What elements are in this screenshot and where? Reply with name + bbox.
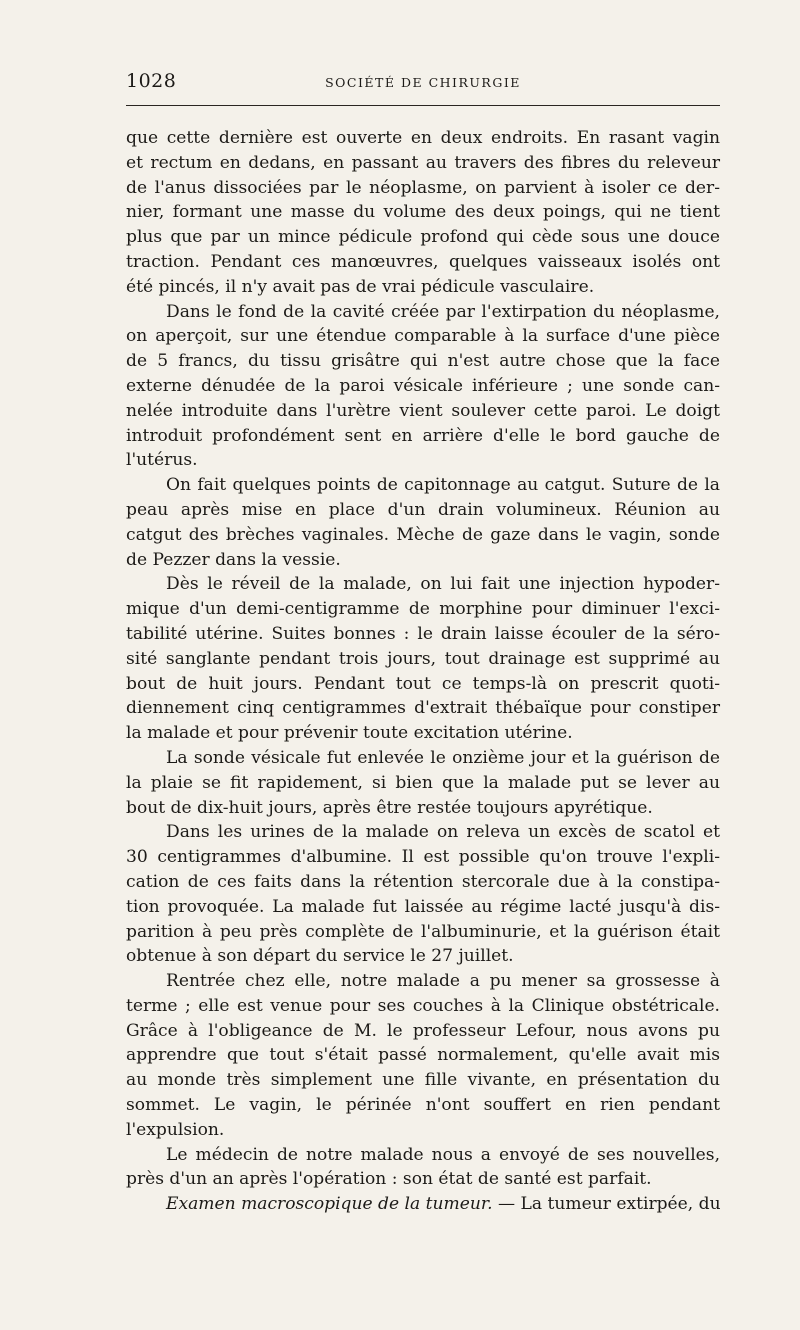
text-line: Grâce à l'obligeance de M. le professeur Lefour, nous avons pu (126, 1020, 720, 1041)
text-line: externe dénudée de la paroi vésicale inférieure ; une sonde can- (126, 375, 720, 396)
text-line: la plaie se fit rapidement, si bien que la malade put se lever au (126, 772, 720, 793)
text-line: l'utérus. (126, 450, 198, 471)
text-line: près d'un an après l'opération : son état de santé est parfait. (126, 1169, 652, 1190)
text-line: catgut des brèches vaginales. Mèche de gaze dans le vagin, sonde (126, 524, 720, 545)
header-rule (126, 105, 720, 106)
text-line: Dès le réveil de la malade, on lui fait une injection hypoder- (166, 574, 720, 595)
text-line: Le médecin de notre malade nous a envoyé de ses nouvelles, (166, 1144, 720, 1165)
paragraph (126, 746, 720, 820)
paragraph (126, 473, 720, 572)
section-heading-italic: Examen macroscopique de la tumeur. (166, 1194, 493, 1215)
text-line: de l'anus dissociées par le néoplasme, on parvient à isoler ce der- (126, 177, 720, 198)
text-line: la malade et pour prévenir toute excitation utérine. (126, 723, 573, 744)
text-line: nier, formant une masse du volume des deux poings, qui ne tient (126, 202, 720, 223)
text-line: Dans le fond de la cavité créée par l'extirpation du néoplasme, (166, 301, 720, 322)
text-line: apprendre que tout s'était passé normalement, qu'elle avait mis (126, 1045, 720, 1066)
text-line: terme ; elle est venue pour ses couches à la Clinique obstétricale. (126, 995, 720, 1016)
text-line: au monde très simplement une fille vivante, en présentation du (126, 1070, 720, 1091)
final-text-line (126, 1192, 720, 1217)
text-line: tion provoquée. La malade fut laissée au régime lacté jusqu'à dis- (126, 896, 720, 917)
paragraph (126, 969, 720, 1143)
text-line: et rectum en dedans, en passant au travers des fibres du releveur (126, 152, 720, 173)
paragraph (126, 1192, 720, 1217)
text-line: La sonde vésicale fut enlevée le onzième jour et la guérison de (166, 747, 720, 768)
text-line: obtenue à son départ du service le 27 juillet. (126, 946, 514, 967)
final-line-rest: — La tumeur extirpée, du (492, 1194, 721, 1215)
text-line: de 5 francs, du tissu grisâtre qui n'est autre chose que la face (126, 351, 720, 372)
text-line: été pincés, il n'y avait pas de vrai pédicule vasculaire. (126, 276, 595, 297)
text-line: sommet. Le vagin, le périnée n'ont souffert en rien pendant (126, 1095, 720, 1116)
paragraph (126, 126, 720, 300)
text-line: nelée introduite dans l'urètre vient soulever cette paroi. Le doigt (126, 400, 720, 421)
paragraph (126, 300, 720, 474)
text-line: plus que par un mince pédicule profond qui cède sous une douce (126, 227, 720, 248)
text-line: que cette dernière est ouverte en deux endroits. En rasant vagin (126, 128, 720, 148)
text-line: mique d'un demi-centigramme de morphine pour diminuer l'exci- (126, 599, 720, 620)
text-line: l'expulsion. (126, 1119, 225, 1140)
text-line: de Pezzer dans la vessie. (126, 549, 341, 570)
paragraph (126, 1143, 720, 1193)
text-line: introduit profondément sent en arrière d'elle le bord gauche de (126, 425, 720, 446)
text-line: On fait quelques points de capitonnage au catgut. Suture de la (166, 475, 720, 496)
page-header (126, 70, 720, 96)
text-line: sité sanglante pendant trois jours, tout drainage est supprimé au (126, 648, 720, 669)
page-number: 1028 (126, 70, 177, 92)
text-line: tabilité utérine. Suites bonnes : le drain laisse écouler de la séro- (126, 623, 720, 644)
text-line: bout de huit jours. Pendant tout ce temps-là on prescrit quoti- (126, 673, 720, 694)
text-line: traction. Pendant ces manœuvres, quelques vaisseaux isolés ont (126, 251, 720, 272)
running-title: SOCIÉTÉ DE CHIRURGIE (325, 75, 521, 90)
text-line: bout de dix-huit jours, après être restée toujours apyrétique. (126, 797, 653, 818)
paragraph (126, 820, 720, 969)
text-line: on aperçoit, sur une étendue comparable à la surface d'une pièce (126, 326, 720, 347)
paragraph (126, 572, 720, 746)
text-line: 30 centigrammes d'albumine. Il est possible qu'on trouve l'expli- (126, 847, 720, 868)
text-line: cation de ces faits dans la rétention stercorale due à la constipa- (126, 871, 720, 892)
text-line: parition à peu près complète de l'albuminurie, et la guérison était (126, 921, 720, 942)
body-text (126, 126, 720, 1217)
text-line: Dans les urines de la malade on releva un excès de scatol et (166, 822, 720, 843)
text-line: Rentrée chez elle, notre malade a pu mener sa grossesse à (166, 971, 720, 992)
text-line: diennement cinq centigrammes d'extrait thébaïque pour constiper (126, 698, 720, 719)
text-line: peau après mise en place d'un drain volumineux. Réunion au (126, 499, 720, 520)
